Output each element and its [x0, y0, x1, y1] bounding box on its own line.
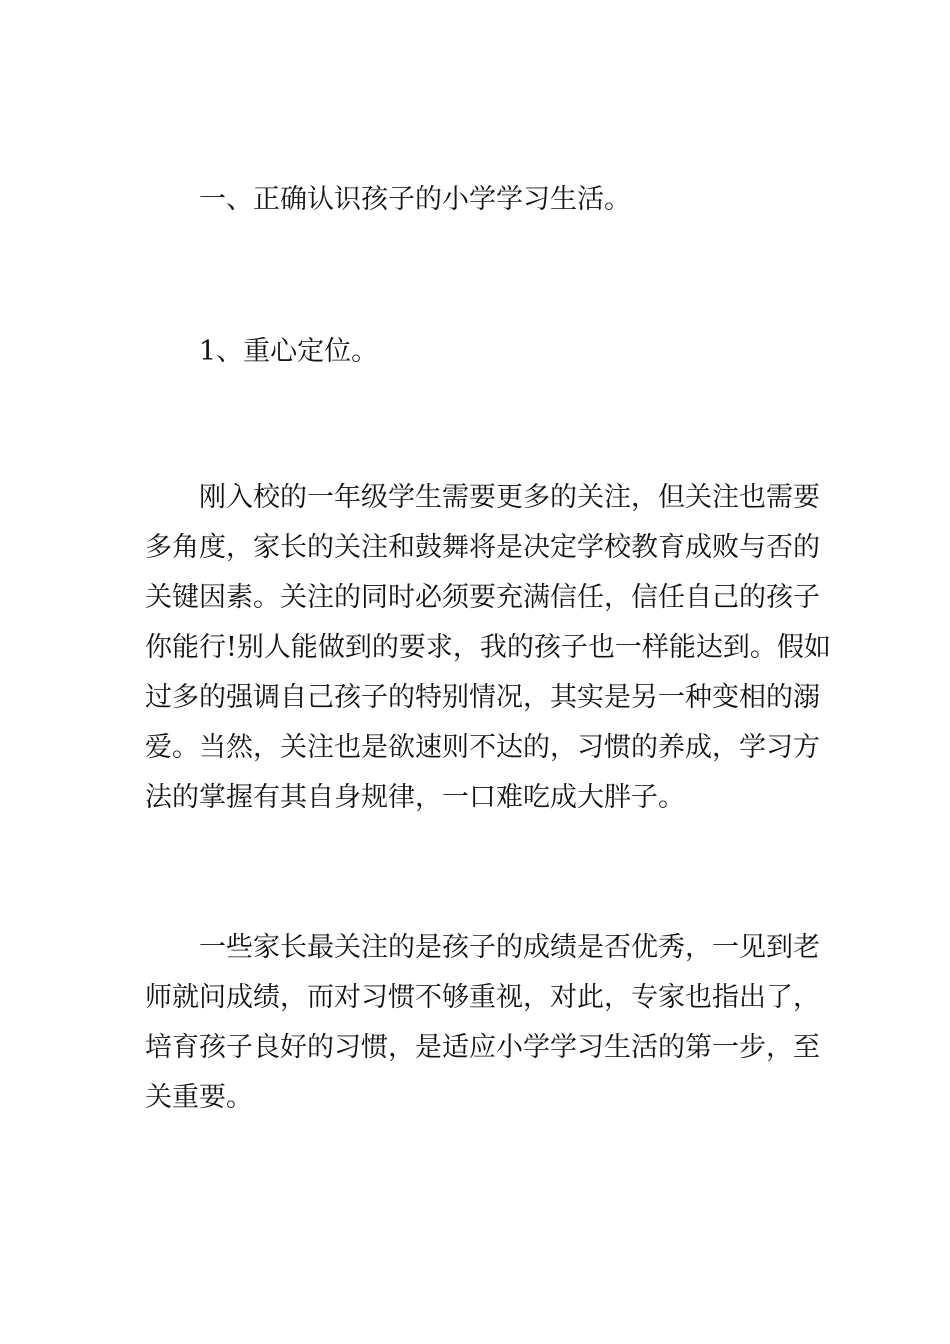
paragraph-line: 关键因素。关注的同时必须要充满信任，信任自己的孩子	[145, 582, 820, 613]
paragraph-line: 刚入校的一年级学生需要更多的关注，但关注也需要	[199, 482, 820, 513]
paragraph-line: 培育孩子良好的习惯，是适应小学学习生活的第一步，至	[145, 1032, 820, 1063]
paragraph-line: 关重要。	[145, 1082, 253, 1113]
paragraph-line: 你能行!别人能做到的要求，我的孩子也一样能达到。假如	[145, 632, 831, 663]
section-heading: 一、正确认识孩子的小学学习生活。	[199, 184, 631, 215]
paragraph-line: 一些家长最关注的是孩子的成绩是否优秀，一见到老	[199, 932, 820, 963]
subsection-heading: 1、重心定位。	[199, 336, 379, 367]
paragraph-line: 爱。当然，关注也是欲速则不达的，习惯的养成，学习方	[145, 732, 820, 763]
paragraph-line: 法的掌握有其自身规律，一口难吃成大胖子。	[145, 782, 685, 813]
paragraph-line: 师就问成绩，而对习惯不够重视，对此，专家也指出了，	[145, 982, 820, 1013]
paragraph-line: 过多的强调自己孩子的特别情况，其实是另一种变相的溺	[145, 682, 820, 713]
paragraph-line: 多角度，家长的关注和鼓舞将是决定学校教育成败与否的	[145, 532, 820, 563]
